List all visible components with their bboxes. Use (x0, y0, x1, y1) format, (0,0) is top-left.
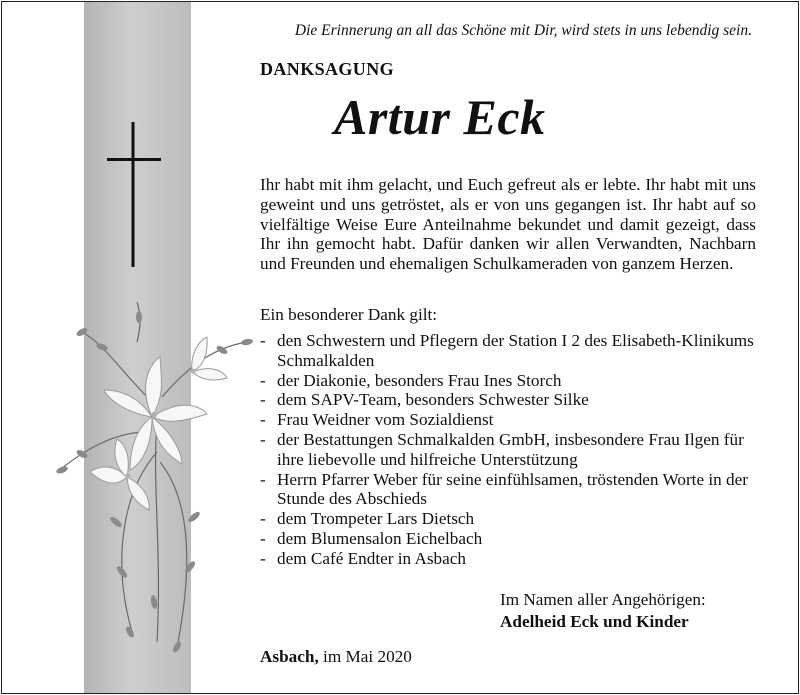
list-item (260, 410, 760, 430)
list-item-text: dem Trompeter Lars Dietsch (277, 509, 475, 529)
obituary-notice (1, 1, 799, 694)
special-thanks-intro: Ein besonderer Dank gilt: (260, 305, 438, 324)
list-dash: - (260, 548, 266, 568)
thanks-paragraph: Ihr habt mit ihm gelacht, und Euch gefreut als er lebte. Ihr habt mit uns geweint und uns getröstet, als er von uns gegangen ist. Ihr habt auf so vielfältige Weise Eure Anteilnahme bekundet und damit gezeigt, dass Ihr ihn gemocht habt. Dafür danken wir allen Verwandten, Nachbarn und Freunden und ehemaligen Schulkameraden von ganzem Herzen. (260, 175, 756, 274)
list-item (260, 529, 760, 549)
list-dash: - (260, 390, 266, 410)
list-dash: - (260, 469, 266, 489)
list-item-text: dem Blumensalon Eichelbach (277, 528, 483, 548)
signoff-line: Im Namen aller Angehörigen: (500, 590, 706, 609)
cross-icon (102, 122, 166, 267)
list-item (260, 390, 760, 410)
list-dash: - (260, 331, 266, 350)
list-item (260, 430, 760, 470)
list-dash: - (260, 370, 266, 390)
list-dash: - (260, 528, 266, 548)
place-name: Asbach, (260, 647, 319, 666)
list-item-text: der Bestattungen Schmalkalden GmbH, insbesondere Frau Ilgen für ihre liebevolle und hilfreiche Unterstützung (277, 429, 744, 469)
list-item-text: Frau Weidner vom Sozialdienst (277, 410, 494, 430)
list-item-text: der Diakonie, besonders Frau Ines Storch (277, 370, 562, 390)
list-item (260, 549, 760, 569)
list-dash: - (260, 410, 266, 430)
list-item (260, 371, 760, 391)
family-names: Adelheid Eck und Kinder (500, 612, 689, 631)
signoff-block (500, 589, 706, 633)
notice-date: im Mai 2020 (323, 647, 412, 666)
list-item (260, 509, 760, 529)
notice-heading: DANKSAGUNG (260, 59, 395, 79)
list-item-text: den Schwestern und Pflegern der Station I 2 des Elisabeth-Klinikums Schmalkalden (277, 331, 754, 370)
list-item-text: dem SAPV-Team, besonders Schwester Silke (277, 390, 589, 410)
lily-bouquet-icon (42, 302, 272, 662)
memorial-quote: Die Erinnerung an all das Schöne mit Dir, wird stets in uns lebendig sein. (294, 22, 752, 39)
list-item (260, 470, 760, 510)
list-dash: - (260, 429, 266, 449)
list-item-text: dem Café Endter in Asbach (277, 548, 467, 568)
list-item (260, 331, 760, 371)
list-dash: - (260, 509, 266, 529)
deceased-name: Artur Eck (334, 89, 546, 145)
list-item-text: Herrn Pfarrer Weber für seine einfühlsamen, tröstenden Worte in der Stunde des Abschieds (277, 469, 748, 509)
place-date (260, 647, 412, 667)
special-thanks-list (260, 331, 760, 569)
